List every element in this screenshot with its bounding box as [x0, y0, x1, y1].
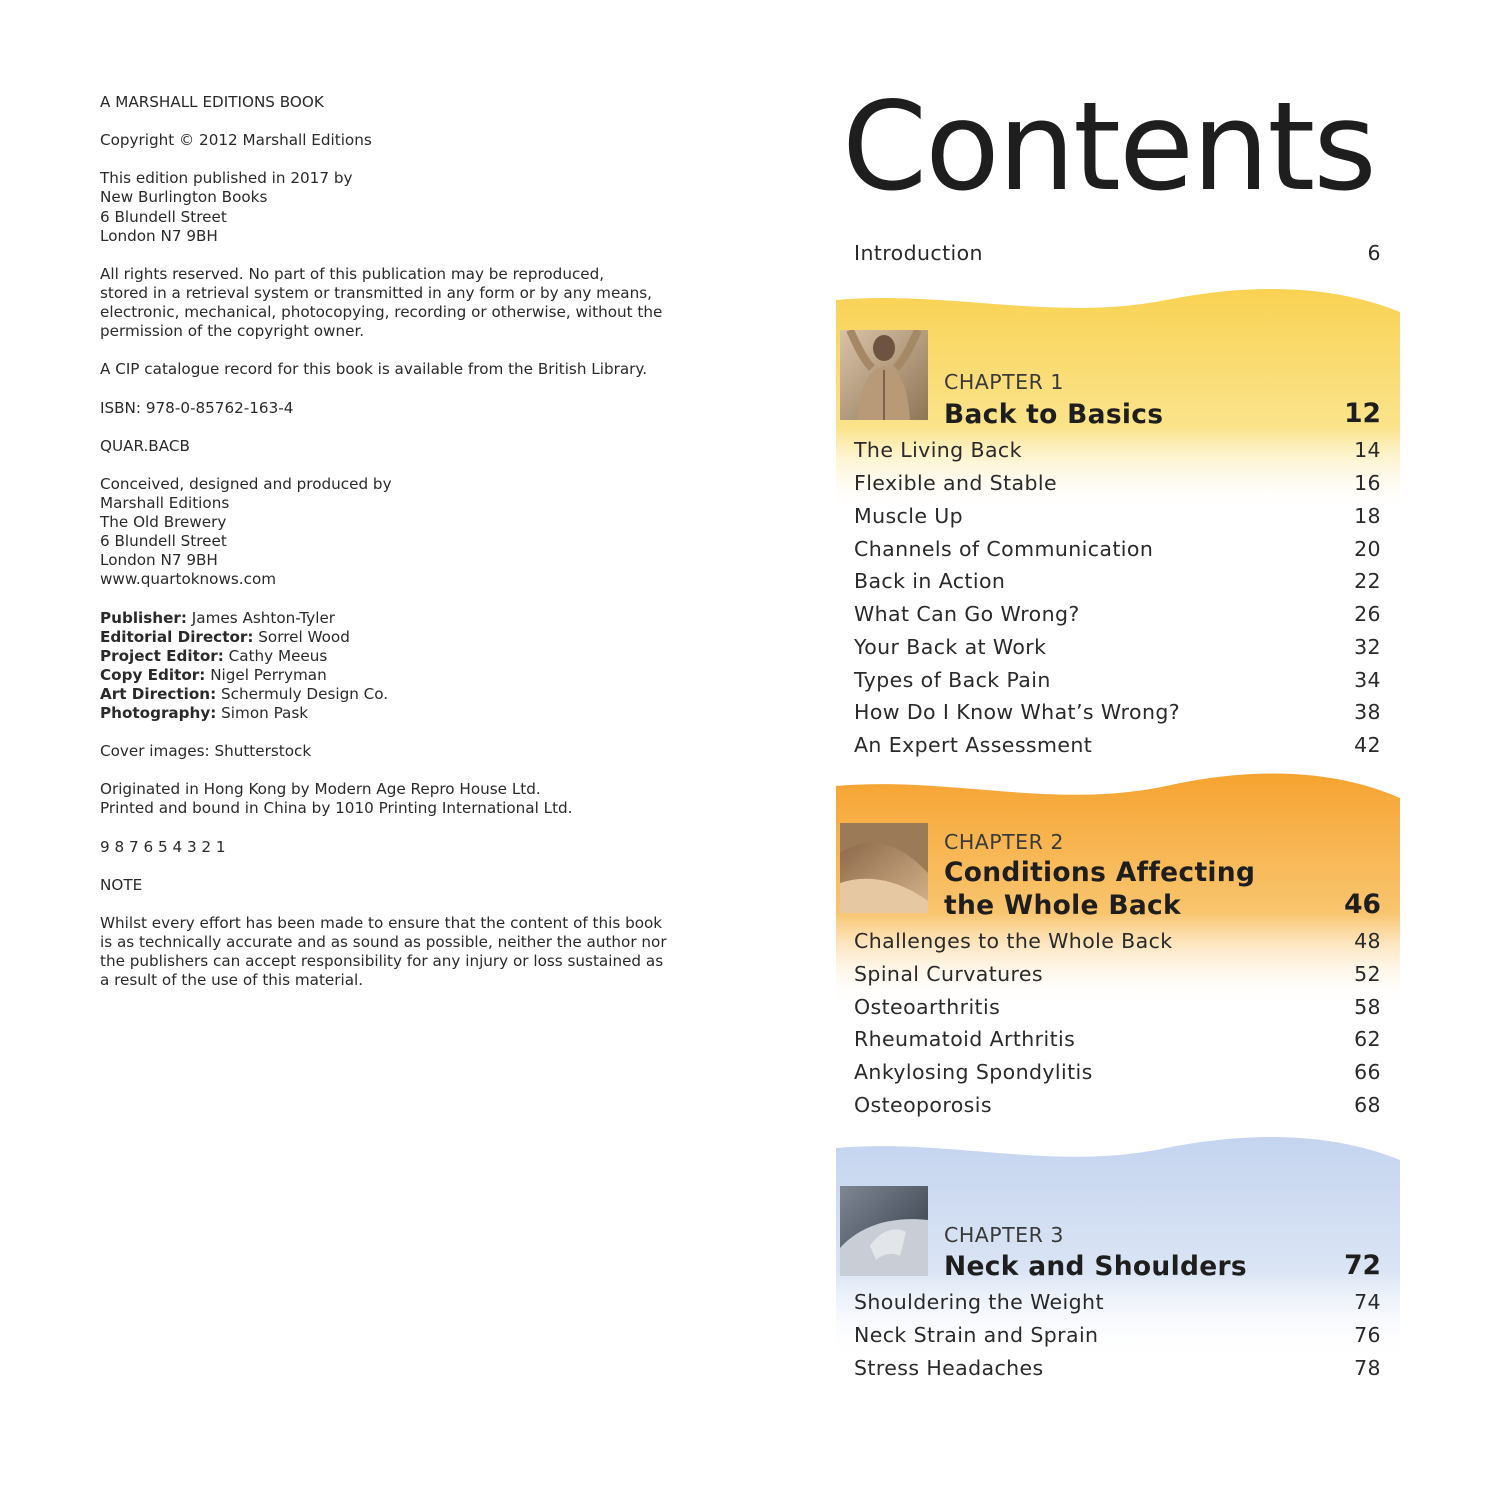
- credit-role: Photography:: [100, 704, 217, 722]
- credit-role: Project Editor:: [100, 646, 224, 665]
- torso-photo-icon: [840, 823, 928, 913]
- toc-entry[interactable]: [854, 532, 1381, 565]
- toc-entry[interactable]: [854, 1351, 1381, 1384]
- note-line: a result of the use of this material.: [100, 971, 364, 990]
- back-photo-icon: [840, 330, 928, 420]
- chapter-3-page: 72: [1344, 1250, 1381, 1281]
- origination-line: Printed and bound in China by 1010 Printing International Ltd.: [100, 799, 573, 818]
- toc-entry-label: Your Back at Work: [854, 634, 1047, 659]
- toc-entry-page: 42: [1354, 732, 1381, 757]
- toc-entry-label: Flexible and Stable: [854, 470, 1058, 495]
- credit-name: Simon Pask: [221, 704, 309, 722]
- toc-entry-label: Stress Headaches: [854, 1355, 1044, 1380]
- isbn-line: ISBN: 978-0-85762-163-4: [100, 398, 294, 417]
- chapter-3-label: CHAPTER 3: [944, 1223, 1064, 1247]
- toc-entry-label: Spinal Curvatures: [854, 961, 1044, 986]
- rights-line: permission of the copyright owner.: [100, 322, 365, 341]
- toc-entry-page: 26: [1354, 601, 1381, 626]
- toc-entry-page: 34: [1354, 667, 1381, 692]
- origination-line: Originated in Hong Kong by Modern Age Repro House Ltd.: [100, 780, 541, 799]
- toc-entry-page: 48: [1354, 928, 1381, 953]
- toc-entry-label: Types of Back Pain: [854, 667, 1051, 692]
- print-run: 9 8 7 6 5 4 3 2 1: [100, 837, 226, 856]
- rights-line: electronic, mechanical, photocopying, recording or otherwise, without the: [100, 303, 663, 322]
- publisher-line: A MARSHALL EDITIONS BOOK: [100, 93, 324, 111]
- toc-entry-label: Challenges to the Whole Back: [854, 928, 1173, 953]
- toc-entry[interactable]: [854, 1088, 1381, 1121]
- toc-entry[interactable]: [854, 433, 1381, 466]
- contents-title: Contents: [842, 76, 1375, 218]
- credit-name: James Ashton-Tyler: [191, 608, 336, 627]
- toc-entry-label: What Can Go Wrong?: [854, 601, 1080, 626]
- toc-entry[interactable]: [854, 1055, 1381, 1088]
- toc-entry-page: 66: [1354, 1059, 1381, 1084]
- chapter-2-title-line-1[interactable]: Conditions Affecting: [944, 857, 1256, 888]
- toc-entry-label: Channels of Communication: [854, 536, 1154, 561]
- toc-entry[interactable]: [854, 990, 1381, 1023]
- toc-entry[interactable]: [854, 1318, 1381, 1351]
- toc-entry-page: 76: [1354, 1322, 1381, 1347]
- toc-entry-page: 18: [1354, 503, 1381, 528]
- toc-entry-page: 16: [1354, 470, 1381, 495]
- toc-entry-page: 62: [1354, 1026, 1381, 1051]
- credit-name: Cathy Meeus: [228, 646, 328, 665]
- toc-entry-page: 58: [1354, 994, 1381, 1019]
- credit-role: Publisher:: [100, 608, 187, 627]
- copyright-line: Copyright © 2012 Marshall Editions: [100, 131, 372, 150]
- note-heading: NOTE: [100, 875, 143, 894]
- edition-line: New Burlington Books: [100, 188, 268, 207]
- toc-entry[interactable]: [854, 663, 1381, 696]
- chapter-1-label: CHAPTER 1: [944, 370, 1064, 394]
- toc-entry[interactable]: [854, 1022, 1381, 1055]
- credit-name: Nigel Perryman: [210, 665, 327, 684]
- cover-credit: Cover images: Shutterstock: [100, 742, 312, 761]
- note-line: the publishers can accept responsibility for any injury or loss sustained as: [100, 952, 664, 971]
- producer-line: London N7 9BH: [100, 551, 218, 570]
- toc-entry[interactable]: [854, 597, 1381, 630]
- toc-entry-page: 38: [1354, 699, 1381, 724]
- chapter-3-title[interactable]: Neck and Shoulders: [944, 1251, 1247, 1282]
- toc-entry[interactable]: [854, 695, 1381, 728]
- credit-role: Art Direction:: [100, 684, 217, 703]
- chapter-1-page: 12: [1344, 398, 1381, 429]
- edition-line: 6 Blundell Street: [100, 207, 227, 226]
- toc-entry[interactable]: [854, 499, 1381, 532]
- producer-line: Marshall Editions: [100, 493, 230, 512]
- chapter-1-photo: [840, 330, 928, 420]
- producer-line: Conceived, designed and produced by: [100, 474, 392, 493]
- edition-line: This edition published in 2017 by: [100, 169, 353, 188]
- cip-line: A CIP catalogue record for this book is available from the British Library.: [100, 360, 648, 379]
- toc-entry-page: 20: [1354, 536, 1381, 561]
- toc-entry-page: 22: [1354, 568, 1381, 593]
- toc-entry-page: 68: [1354, 1092, 1381, 1117]
- chapter-2-title-line-2[interactable]: the Whole Back: [944, 890, 1181, 921]
- chapter-3-photo: [840, 1186, 928, 1276]
- toc-entry[interactable]: [854, 466, 1381, 499]
- producer-line: 6 Blundell Street: [100, 532, 227, 551]
- toc-entry-page: 14: [1354, 437, 1381, 462]
- note-line: is as technically accurate and as sound as possible, neither the author nor: [100, 933, 667, 952]
- toc-entry[interactable]: [854, 924, 1381, 957]
- toc-entry-label: How Do I Know What’s Wrong?: [854, 699, 1181, 724]
- toc-entry-page: 52: [1354, 961, 1381, 986]
- chapter-2-page: 46: [1344, 889, 1381, 920]
- product-code: QUAR.BACB: [100, 436, 190, 455]
- toc-entry-label: Osteoarthritis: [854, 994, 1001, 1019]
- chapter-2-photo: [840, 823, 928, 913]
- toc-entry[interactable]: [854, 957, 1381, 990]
- toc-entry-label: The Living Back: [854, 437, 1022, 462]
- credit-name: Schermuly Design Co.: [221, 684, 389, 703]
- toc-entry[interactable]: [854, 1285, 1381, 1318]
- toc-entry-page: 74: [1354, 1289, 1381, 1314]
- credit-role: Editorial Director:: [100, 627, 254, 646]
- rights-line: stored in a retrieval system or transmitted in any form or by any means,: [100, 283, 652, 302]
- credit-role: Copy Editor:: [100, 665, 206, 684]
- toc-entry-label: An Expert Assessment: [854, 732, 1093, 757]
- producer-website: www.quartoknows.com: [100, 570, 277, 589]
- toc-entry-page: 78: [1354, 1355, 1381, 1380]
- toc-entry-label: Introduction: [854, 240, 983, 265]
- chapter-2-label: CHAPTER 2: [944, 830, 1064, 854]
- toc-entry-page: 32: [1354, 634, 1381, 659]
- credit-name: Sorrel Wood: [258, 627, 350, 646]
- toc-entry-page: 6: [1367, 240, 1381, 265]
- toc-entry-label: Neck Strain and Sprain: [854, 1322, 1099, 1347]
- rights-line: All rights reserved. No part of this publication may be reproduced,: [100, 264, 605, 283]
- toc-entry[interactable]: [854, 564, 1381, 597]
- toc-entry-introduction[interactable]: [854, 236, 1381, 269]
- chapter-1-title[interactable]: Back to Basics: [944, 399, 1164, 430]
- toc-entry[interactable]: [854, 630, 1381, 663]
- toc-entry-label: Rheumatoid Arthritis: [854, 1026, 1076, 1051]
- toc-entry-label: Ankylosing Spondylitis: [854, 1059, 1093, 1084]
- producer-line: The Old Brewery: [100, 513, 227, 532]
- edition-line: London N7 9BH: [100, 226, 218, 245]
- toc-entry[interactable]: [854, 728, 1381, 761]
- shoulder-photo-icon: [840, 1186, 928, 1276]
- toc-entry-label: Muscle Up: [854, 503, 964, 528]
- toc-entry-label: Back in Action: [854, 568, 1006, 593]
- toc-entry-label: Shouldering the Weight: [854, 1289, 1104, 1314]
- note-line: Whilst every effort has been made to ensure that the content of this book: [100, 914, 663, 933]
- toc-entry-label: Osteoporosis: [854, 1092, 992, 1117]
